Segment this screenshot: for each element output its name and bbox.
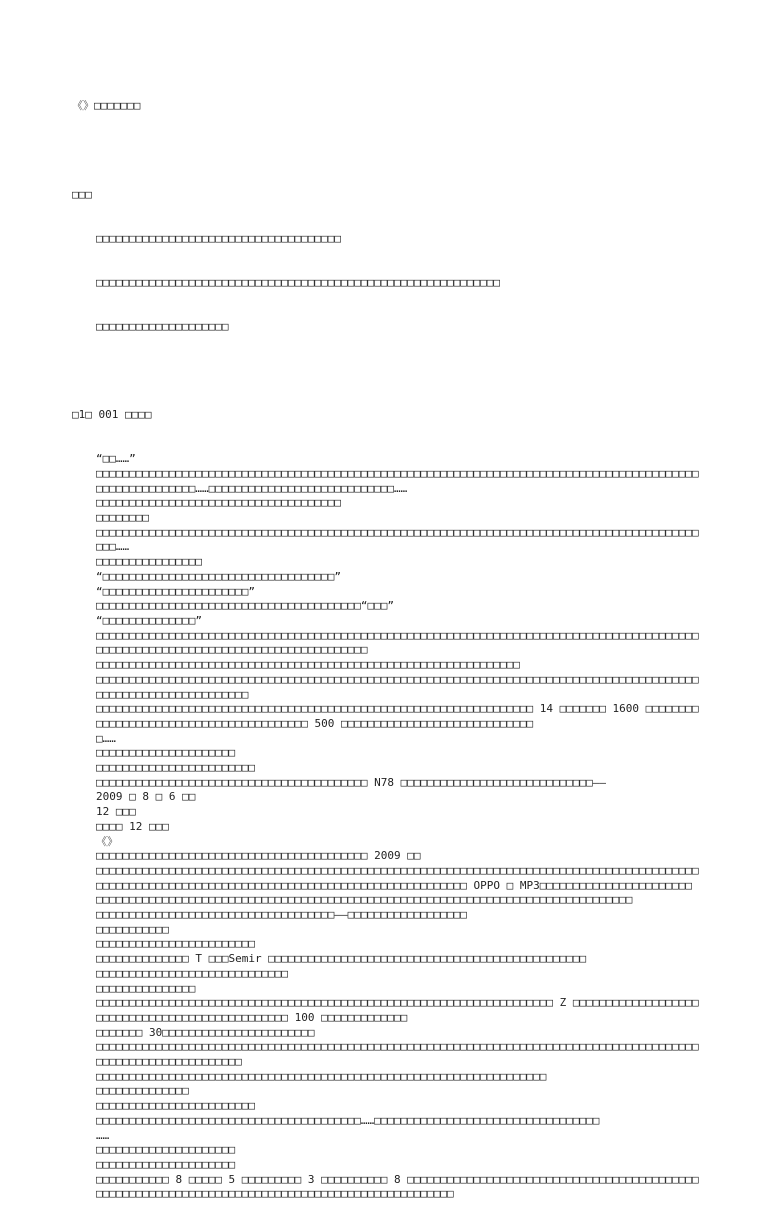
- paragraph-line: 12 □□□: [96, 805, 136, 819]
- chapter-text: [72, 452, 702, 1202]
- paragraph-line: □□□□□□□□□□□□□□□□□□□□□□□□□□□□□□□□□□□□□□□□□□□□□□□□□□□□□□□□□□□□□□□□: [96, 658, 520, 672]
- paragraph-line: □□□□□□□□□□□ 8 □□□□□ 5 □□□□□□□□□ 3 □□□□□□□□□□ 8 □□□□□□□□□□□□□□□□□□□□□□□□□□□□□□□□□□□□□□□□□□□□□□□□□□□□□□□□□□□□□□□□□□□□□□□□□□□□□□□□□□□□□□□□□□□□□□□□□□: [96, 1172, 699, 1201]
- paragraph-line: □□□□□□□□□□□□□□□□□□□□□□□□□□□□□□□□□□□□□□□□□□□□□□□□□□□□□□□□□□□□□□□□□□□□□□□□□□□□□□□□□□□□□□□□□□□□□□□□□□□□□□□□□□□□□□□□□: [96, 1040, 699, 1069]
- paragraph-line: “□□□□□□□□□□□□□□□□□□□□□□”: [96, 584, 255, 598]
- paragraph-line: □□□□□□□□□□□□□□□□□□□□□□□□□□□□□□□□□□□□□□□□“□□□”: [96, 599, 395, 613]
- paragraph-line: □□□□□□□□□□□□□□□□□□□□□□□□□□□□□□□□□□□□□□□□□□□□□□□□□□□□□□□□□□□□□□□□□□□□□□□□□□□□□□□□□□□□□□□□□□□□□□□□□□□□□□□□□□□□□□□□□□: [96, 672, 699, 701]
- spacer: [72, 364, 702, 379]
- paragraph-line: □□□□□□□□□□□□□□□□□□□□□□□□□□□□□□□□□□□□□: [96, 496, 342, 510]
- paragraph-line: “□□□□□□□□□□□□□□□□□□□□□□□□□□□□□□□□□□□”: [96, 569, 342, 583]
- document-title: 《》□□□□□□□: [72, 99, 141, 113]
- paragraph-line: □□□□□□□□□□□□□□□□□□□□□□□□□□□□□□□□□□□□□□□□□□□□□□□□□□□□□□□□□□□□□□□□□□□□□□□□□□□□□□□□□□□□□□□□□□□□□□□□□□□□□□□□□□□□□□□□□□□□□□□□□□□□□□□□□□□□□□□□□□□□□□□□□□□ OPPO □ MP3□□□□□□□□□□□□□□□□□□□□□□□: [96, 863, 699, 892]
- preface-paragraph: □□□□□□□□□□□□□□□□□□□□□□□□□□□□□□□□□□□□□□□□□□□□□□□□□□□□□□□□□□□□□: [96, 275, 500, 289]
- preface-paragraph: □□□□□□□□□□□□□□□□□□□□□□□□□□□□□□□□□□□□□: [96, 231, 342, 245]
- paragraph-line: “□□□□□□□□□□□□□□”: [96, 613, 202, 627]
- paragraph-line: □□□□□□□□□□□□□□□□□□□□□□□□□□□□□□□□□□□□□□□□□□□□□□□□□□□□□□□□□□□□□□□□□□ 14 □□□□□□□ 1600 □□□□□□□□□□□□□□□□□□□□□□□□□□□□□□□□□□□□□□□□ 500 □□□□□□□□□□□□□□□□□□□□□□□□□□□□□: [96, 702, 699, 730]
- paragraph-line: □□□□□□□□□□□□□□□□□□□□□□□□□□□□□: [96, 966, 289, 980]
- paragraph-line: □□□□□□□□□□□: [96, 922, 169, 936]
- paragraph-line: □□□□□□□□□□□□□□□□□□□□□□□□□□□□□□□□□□□□□□□□□□□□□□□□□□□□□□□□□□□□□□□□□□□□□□□□□□□□□□□□□□□□□□□□□□□□□□□□□□□□□□□□□□□□□□□□□□□□□□□□□□□□□□□□□□□□: [96, 628, 699, 657]
- paragraph-line: □□□□□□□□□□□□□□□□□□□□□□□□: [96, 937, 255, 951]
- document-body: [72, 70, 702, 1217]
- paragraph-line: □□□□□□□□□□□□□□□□□□□□□: [96, 746, 236, 760]
- chapter-heading: □1□ 001 □□□□: [72, 408, 152, 422]
- paragraph-line: □□□□□□□□□□□□□□: [96, 1084, 189, 1098]
- paragraph-line: □□□□□□□□: [96, 511, 149, 525]
- paragraph-line: 2009 □ 8 □ 6 □□: [96, 790, 196, 804]
- paragraph-line: “□□……”: [96, 452, 136, 466]
- paragraph-line: □□□□□□□□□□□□□□□□□□□□□□□□□□□□□□□□□□□□□□□□□□□□□□□□□□□□□□□□□□□□□□□□□□□□□□□□□□□□□□□□□□□□□□□□□□□□□□□□□□□□□□□□□□……□□□□□□□□□□□□□□□□□□□□□□□□□□□□……: [96, 466, 699, 495]
- preface-paragraph: □□□□□□□□□□□□□□□□□□□□: [96, 319, 229, 333]
- paragraph-line: □……: [96, 731, 116, 745]
- paragraph-line: □□□□□□□□□□□□□□□□□□□□□□□□□□□□□□□□□□□□□□□□□□□□□□□□□□□□□□□□□□□□□□□□□□□□□□□□□□□□□□□□□□□□□□□□□□□□□□……: [96, 525, 699, 554]
- paragraph-line: □□□□□□□□□□□□□□□□□□□□□□□□□□□□□□□□□□□□□□□□□ N78 □□□□□□□□□□□□□□□□□□□□□□□□□□□□□——: [96, 775, 606, 789]
- paragraph-line: □□□□□□□□□□□□□□□□□□□□□□□□□□□□□□□□□□□□□□□□□ 2009 □□: [96, 849, 421, 863]
- paragraph-line: 《》: [96, 834, 118, 848]
- paragraph-line: □□□□□□□□□□□□□□□□□□□□□□□□□□□□□□□□□□□□□□□□……□□□□□□□□□□□□□□□□□□□□□□□□□□□□□□□□□□: [96, 1113, 600, 1127]
- paragraph-line: □□□□□□□□□□□□□□ T □□□Semir □□□□□□□□□□□□□□□□□□□□□□□□□□□□□□□□□□□□□□□□□□□□□□□□: [96, 952, 587, 966]
- paragraph-line: □□□□□□□□□□□□□□□□□□□□□□□□: [96, 1099, 255, 1113]
- preface-heading: □□□: [72, 187, 92, 201]
- paragraph-line: □□□□□□□ 30□□□□□□□□□□□□□□□□□□□□□□□: [96, 1025, 315, 1039]
- paragraph-line: ……: [96, 1128, 110, 1142]
- paragraph-line: □□□□□□□□□□□□□□□□□□□□□: [96, 1143, 236, 1157]
- paragraph-line: □□□□□□□□□□□□□□□□: [96, 555, 202, 569]
- paragraph-line: □□□□□□□□□□□□□□□□□□□□□: [96, 1158, 236, 1171]
- paragraph-line: □□□□□□□□□□□□□□□□□□□□□□□□□□□□□□□□□□□□□□□□□□□□□□□□□□□□□□□□□□□□□□□□□□□□□□□□□□□□□□□□□: [96, 893, 633, 907]
- paragraph-line: □□□□□□□□□□□□□□□□□□□□□□□□□□□□□□□□□□□□□□□□□□□□□□□□□□□□□□□□□□□□□□□□□□□□: [96, 1069, 547, 1083]
- paragraph-line: □□□□ 12 □□□: [96, 819, 169, 833]
- paragraph-line: □□□□□□□□□□□□□□□□□□□□□□□□□□□□□□□□□□□□——□□□□□□□□□□□□□□□□□□: [96, 908, 467, 922]
- paragraph-line: □□□□□□□□□□□□□□□□□□□□□□□□: [96, 761, 255, 775]
- paragraph-line: □□□□□□□□□□□□□□□: [96, 981, 196, 995]
- paragraph-line: □□□□□□□□□□□□□□□□□□□□□□□□□□□□□□□□□□□□□□□□□□□□□□□□□□□□□□□□□□□□□□□□□□□□□ Z □□□□□□□□□□□□□□□□□□□□□□□□□□□□□□□□□□□□□□□□□□□□□□□□ 100 □□□□□□□□□□□□□: [96, 996, 699, 1024]
- spacer: [72, 144, 702, 159]
